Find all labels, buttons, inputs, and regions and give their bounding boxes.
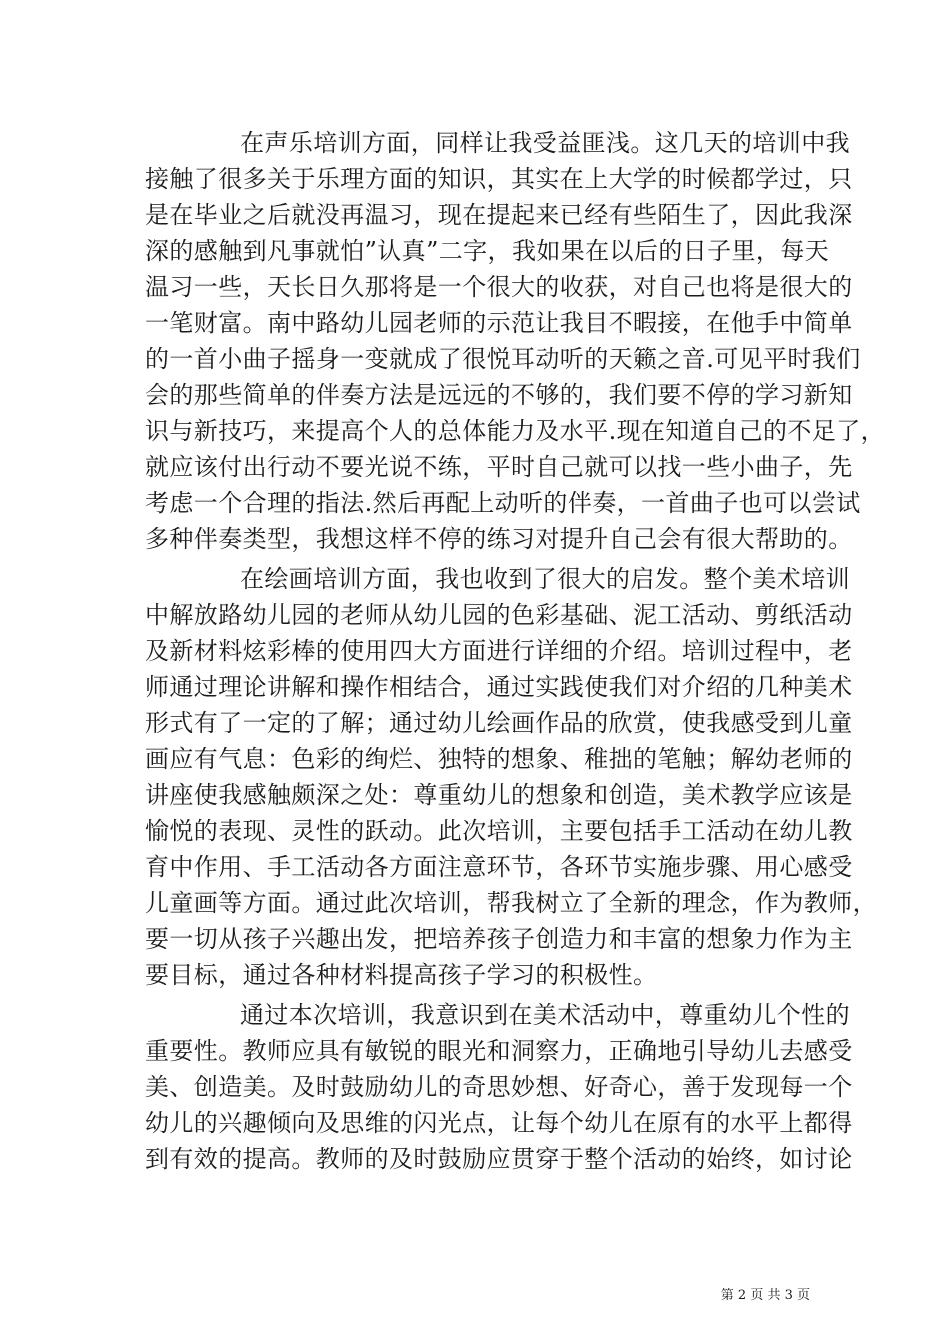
text-line: 要一切从孩子兴趣出发，把培养孩子创造力和丰富的想象力作为主 bbox=[145, 925, 853, 953]
text-line: 多种伴奏类型，我想这样不停的练习对提升自己会有很大帮助的。 bbox=[145, 525, 853, 553]
text-line: 幼儿的兴趣倾向及思维的闪光点，让每个幼儿在原有的水平上都得 bbox=[145, 1109, 853, 1137]
text-line: 及新材料炫彩棒的使用四大方面进行详细的介绍。培训过程中，老 bbox=[145, 637, 853, 665]
text-line: 温习一些，天长日久那将是一个很大的收获，对自己也将是很大的 bbox=[145, 273, 853, 301]
text-line: 形式有了一定的了解；通过幼儿绘画作品的欣赏，使我感受到儿童 bbox=[145, 709, 853, 737]
text-line: 重要性。教师应具有敏锐的眼光和洞察力，正确地引导幼儿去感受 bbox=[145, 1037, 853, 1065]
page-number: 第 2 页 共 3 页 bbox=[720, 1288, 810, 1303]
text-line: 愉悦的表现、灵性的跃动。此次培训，主要包括手工活动在幼儿教 bbox=[145, 817, 853, 845]
text-line: 到有效的提高。教师的及时鼓励应贯穿于整个活动的始终，如讨论 bbox=[145, 1145, 853, 1173]
text-line: 深的感触到凡事就怕”认真”二字，我如果在以后的日子里，每天 bbox=[145, 237, 830, 265]
text-line: 的一首小曲子摇身一变就成了很悦耳动听的天籁之音.可见平时我们 bbox=[145, 345, 861, 373]
text-line: 师通过理论讲解和操作相结合，通过实践使我们对介绍的几种美术 bbox=[145, 673, 853, 701]
text-line: 接触了很多关于乐理方面的知识，其实在上大学的时候都学过，只 bbox=[145, 165, 853, 193]
text-line: 识与新技巧，来提高个人的总体能力及水平.现在知道自己的不足了， bbox=[145, 417, 886, 445]
text-line: 是在毕业之后就没再温习，现在提起来已经有些陌生了，因此我深 bbox=[145, 201, 853, 229]
text-line: 考虑一个合理的指法.然后再配上动听的伴奏，一首曲子也可以尝试 bbox=[145, 489, 861, 517]
text-line: 中解放路幼儿园的老师从幼儿园的色彩基础、泥工活动、剪纸活动 bbox=[145, 601, 853, 629]
text-line: 在声乐培训方面，同样让我受益匪浅。这几天的培训中我 bbox=[240, 129, 850, 157]
text-line: 会的那些简单的伴奏方法是远远的不够的，我们要不停的学习新知 bbox=[145, 381, 853, 409]
text-line: 育中作用、手工活动各方面注意环节，各环节实施步骤、用心感受 bbox=[145, 853, 853, 881]
text-line: 美、创造美。及时鼓励幼儿的奇思妙想、好奇心，善于发现每一个 bbox=[145, 1073, 853, 1101]
text-line: 画应有气息：色彩的绚烂、独特的想象、稚拙的笔触；解幼老师的 bbox=[145, 745, 853, 773]
text-line: 一笔财富。南中路幼儿园老师的示范让我目不暇接，在他手中简单 bbox=[145, 309, 853, 337]
text-line: 要目标，通过各种材料提高孩子学习的积极性。 bbox=[145, 961, 658, 989]
text-line: 儿童画等方面。通过此次培训，帮我树立了全新的理念，作为教师， bbox=[145, 889, 877, 917]
text-line: 在绘画培训方面，我也收到了很大的启发。整个美术培训 bbox=[240, 565, 850, 593]
text-line: 讲座使我感触颇深之处：尊重幼儿的想象和创造，美术教学应该是 bbox=[145, 781, 853, 809]
text-line: 通过本次培训，我意识到在美术活动中，尊重幼儿个性的 bbox=[240, 1001, 850, 1029]
text-line: 就应该付出行动不要光说不练，平时自己就可以找一些小曲子，先 bbox=[145, 453, 853, 481]
